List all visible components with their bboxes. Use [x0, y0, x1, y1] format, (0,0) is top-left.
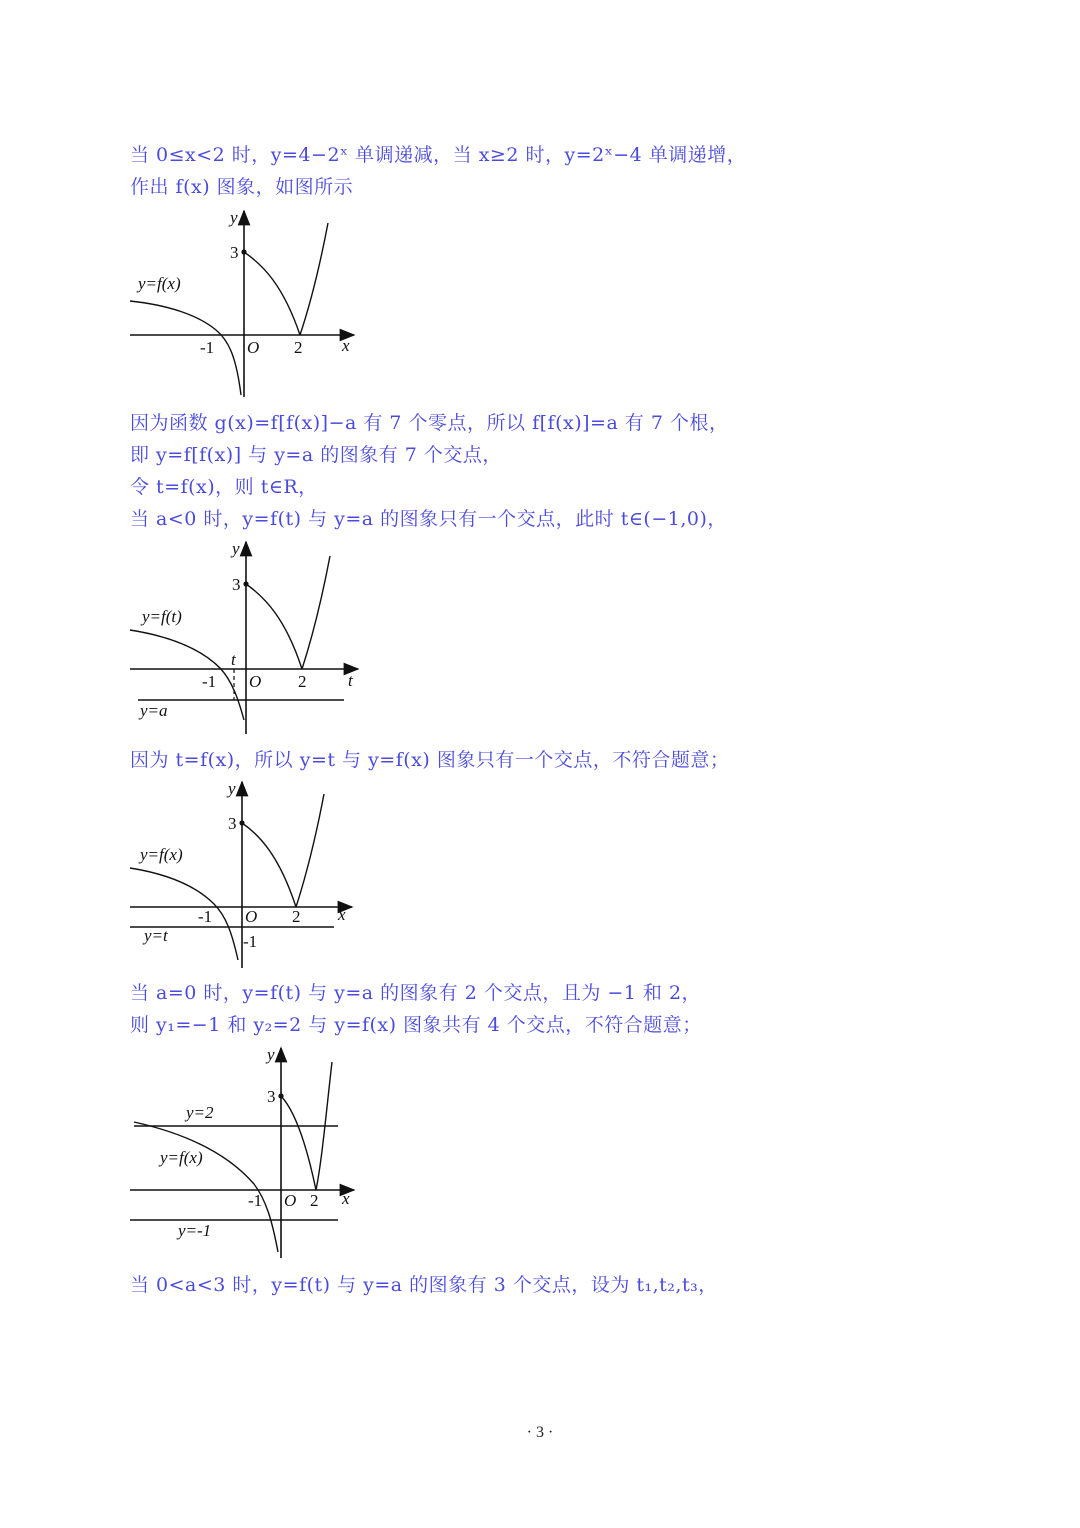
text-line-8: 当 a=0 时，y=f(t) 与 y=a 的图象有 2 个交点，且为 −1 和 2， [130, 982, 702, 1004]
y-tick-neg1: -1 [243, 932, 258, 951]
y-axis-label: y [230, 208, 238, 227]
text-line-7: 因为 t=f(x)，所以 y=t 与 y=f(x) 图象只有一个交点，不符合题意； [130, 749, 730, 771]
x-axis-label: x [342, 336, 350, 355]
text-line-9: 则 y₁=−1 和 y₂=2 与 y=f(x) 图象共有 4 个交点，不符合题意； [130, 1014, 702, 1036]
y-axis-label: y [267, 1045, 275, 1064]
tick-2: 2 [298, 672, 307, 691]
tick-3: 3 [228, 814, 237, 833]
figure-2-graph [128, 538, 368, 742]
figure-3-graph [128, 778, 368, 977]
tick-2: 2 [294, 338, 303, 357]
line-label: y=a [140, 701, 168, 720]
text-line-2: 作出 f(x) 图象，如图所示 [130, 176, 354, 198]
line-yneg1-label: y=-1 [178, 1221, 212, 1240]
line-label: y=t [144, 926, 168, 945]
curve-label: y=f(t) [142, 607, 182, 626]
text-line-5: 令 t=f(x)，则 t∈R， [130, 476, 318, 498]
x-axis-label: x [342, 1189, 350, 1208]
tick-neg1: -1 [202, 672, 217, 691]
t-mark: t [231, 650, 236, 669]
curve-label: y=f(x) [140, 845, 183, 864]
origin-label: O [245, 907, 258, 926]
tick-3: 3 [232, 575, 241, 594]
curve-label: y=f(x) [160, 1148, 203, 1167]
page-number: · 3 · [526, 1424, 554, 1441]
origin-label: O [249, 672, 262, 691]
tick-3: 3 [267, 1087, 276, 1106]
tick-3: 3 [230, 243, 239, 262]
text-line-6: 当 a<0 时，y=f(t) 与 y=a 的图象只有一个交点，此时 t∈(−1,0)， [130, 508, 727, 530]
tick-2: 2 [310, 1191, 319, 1210]
origin-label: O [247, 338, 260, 357]
curve-label: y=f(x) [138, 274, 181, 293]
text-line-3: 因为函数 g(x)=f[f(x)]−a 有 7 个零点，所以 f[f(x)]=a 有 7 个根， [130, 412, 729, 434]
x-axis-label: t [348, 671, 353, 690]
text-line-10: 当 0<a<3 时，y=f(t) 与 y=a 的图象有 3 个交点，设为 t₁,t₂,t₃， [130, 1274, 718, 1296]
tick-neg1: -1 [198, 907, 213, 926]
y-axis-label: y [228, 779, 236, 798]
y-axis-label: y [232, 539, 240, 558]
tick-neg1: -1 [200, 338, 215, 357]
origin-label: O [284, 1191, 297, 1210]
x-axis-label: x [338, 905, 346, 924]
figure-4-graph [128, 1042, 368, 1266]
tick-2: 2 [292, 907, 301, 926]
figure-1-graph [128, 205, 368, 404]
text-line-4: 即 y=f[f(x)] 与 y=a 的图象有 7 个交点， [130, 444, 502, 466]
text-line-1: 当 0≤x<2 时，y=4−2ˣ 单调递减，当 x≥2 时，y=2ˣ−4 单调递增， [130, 144, 747, 166]
line-y2-label: y=2 [186, 1103, 214, 1122]
tick-neg1: -1 [248, 1191, 263, 1210]
